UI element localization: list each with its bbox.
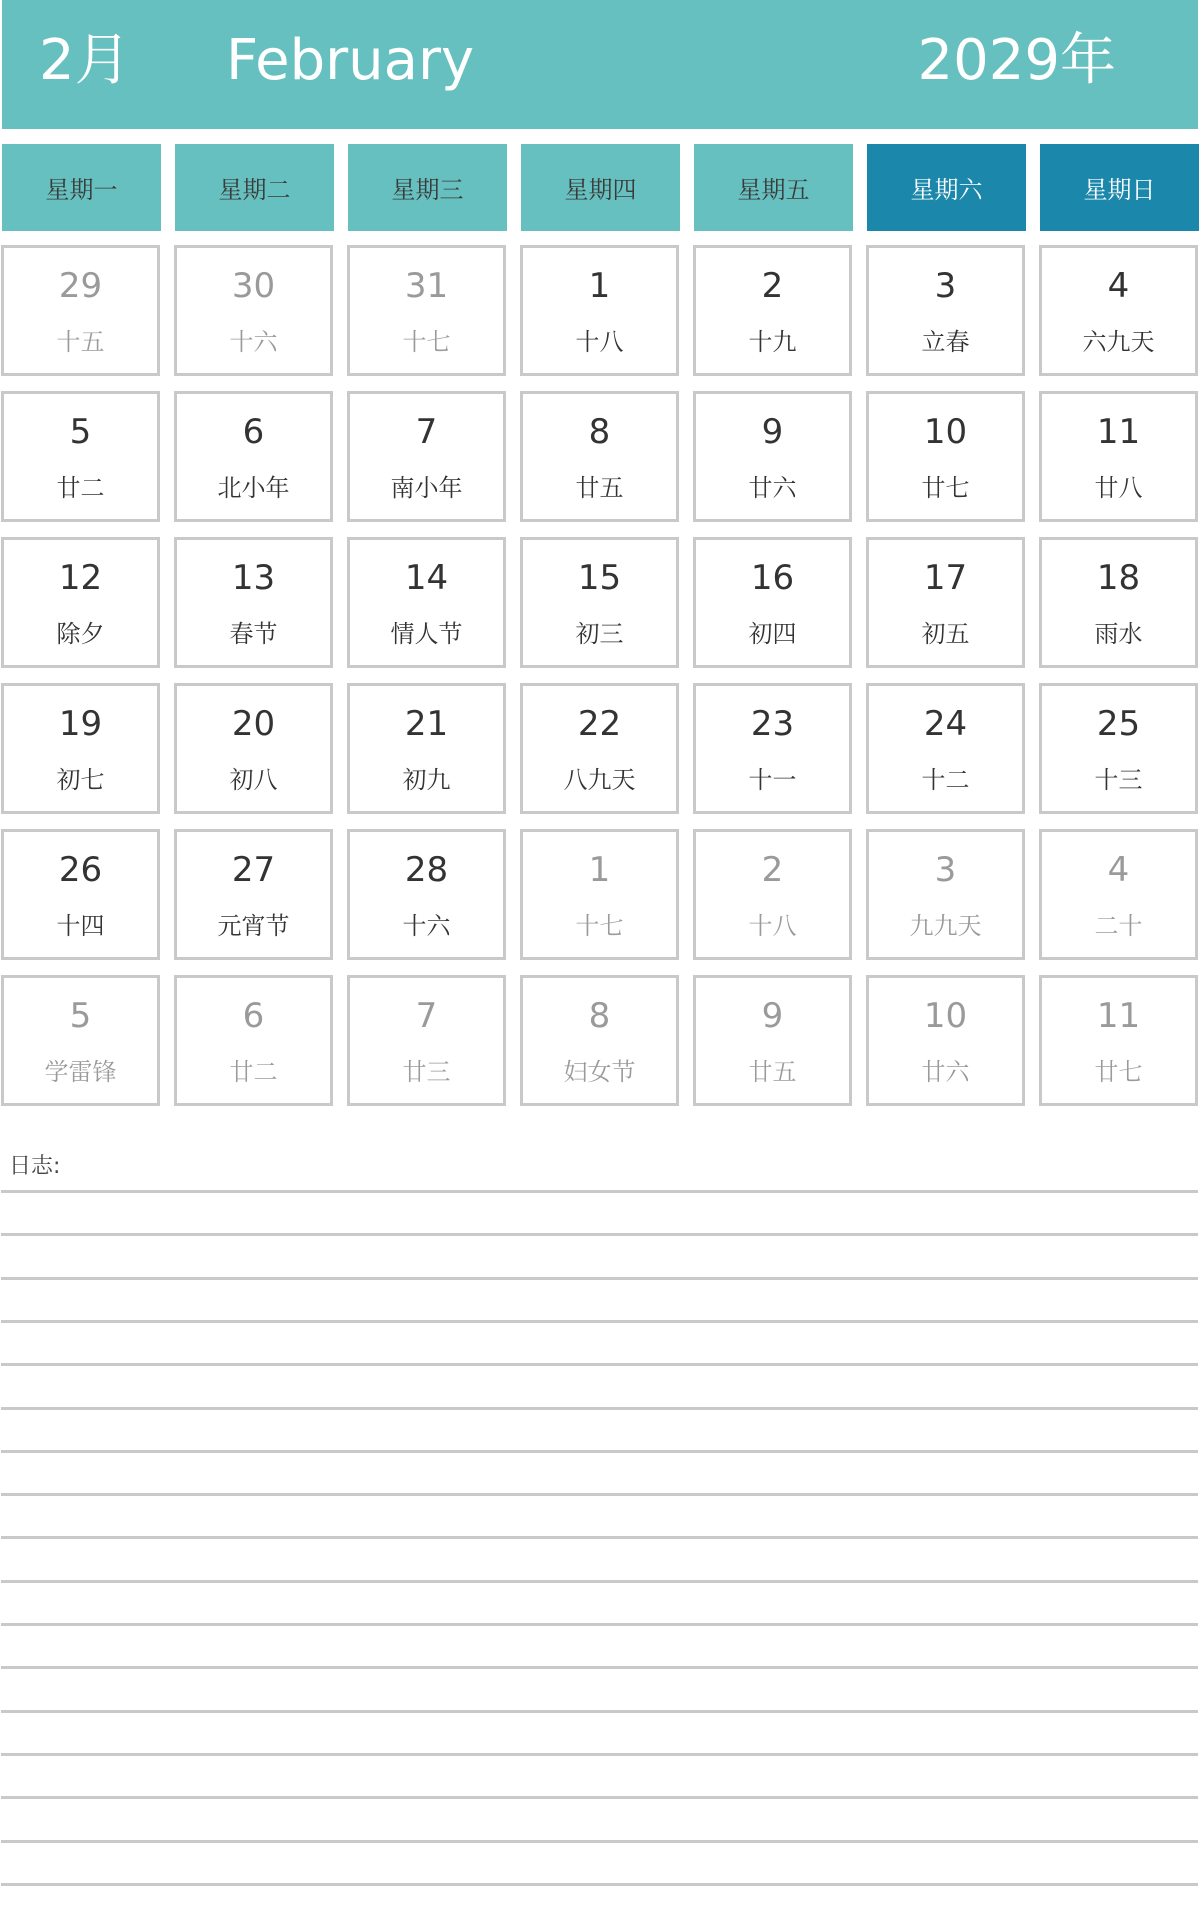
day-cell[interactable] [347,391,506,522]
day-number: 10 [923,996,968,1036]
lunar-date: 十八 [748,912,797,940]
day-number: 25 [1096,704,1141,744]
day-number: 3 [934,850,957,890]
day-cell[interactable] [174,829,333,960]
weekday-sunday: 星期日 [1040,144,1199,231]
lunar-date: 十六 [402,912,451,940]
day-number: 3 [934,266,957,306]
lunar-date: 初四 [748,620,797,648]
day-number: 7 [415,412,438,452]
day-cell[interactable] [347,245,506,376]
note-line [1,1840,1198,1843]
day-number: 18 [1096,558,1141,598]
note-line [1,1450,1198,1453]
day-cell[interactable] [520,975,679,1106]
day-number: 1 [588,850,611,890]
note-line [1,1796,1198,1799]
day-cell[interactable] [347,537,506,668]
day-number: 26 [58,850,103,890]
day-number: 10 [923,412,968,452]
lunar-date: 六九天 [1082,328,1155,356]
lunar-date: 廿七 [921,474,970,502]
day-number: 5 [69,412,92,452]
day-number: 31 [404,266,449,306]
weekday-saturday: 星期六 [867,144,1026,231]
lunar-date: 十四 [56,912,105,940]
day-cell[interactable] [1039,829,1198,960]
weekday-thursday: 星期四 [521,144,680,231]
day-number: 20 [231,704,276,744]
day-number: 21 [404,704,449,744]
day-number: 2 [761,266,784,306]
day-number: 16 [750,558,795,598]
day-cell[interactable] [174,391,333,522]
day-cell[interactable] [693,245,852,376]
lunar-date: 春节 [229,620,278,648]
day-number: 9 [761,412,784,452]
weekday-monday: 星期一 [2,144,161,231]
day-number: 9 [761,996,784,1036]
day-cell[interactable] [1,975,160,1106]
day-cell[interactable] [1039,683,1198,814]
day-number: 5 [69,996,92,1036]
day-number: 6 [242,412,265,452]
lunar-date: 廿五 [748,1058,797,1086]
weekday-friday: 星期五 [694,144,853,231]
lunar-date: 元宵节 [217,912,290,940]
month-banner [2,0,1198,129]
day-cell[interactable] [347,683,506,814]
lunar-date: 十七 [575,912,624,940]
day-cell[interactable] [174,245,333,376]
calendar-grid [1,245,1198,1106]
note-line [1,1580,1198,1583]
day-number: 1 [588,266,611,306]
lunar-date: 廿五 [575,474,624,502]
day-cell[interactable] [520,391,679,522]
day-number: 6 [242,996,265,1036]
day-cell[interactable] [520,245,679,376]
lunar-date: 初五 [921,620,970,648]
day-number: 8 [588,996,611,1036]
note-line [1,1363,1198,1366]
lunar-date: 廿六 [921,1058,970,1086]
day-number: 15 [577,558,622,598]
lunar-date: 初八 [229,766,278,794]
weekday-header-row [2,144,1198,231]
lunar-date: 立春 [921,328,970,356]
note-line [1,1277,1198,1280]
note-line [1,1666,1198,1669]
day-cell[interactable] [866,975,1025,1106]
note-line [1,1407,1198,1410]
day-cell[interactable] [174,975,333,1106]
lunar-date: 廿七 [1094,1058,1143,1086]
lunar-date: 南小年 [390,474,463,502]
day-cell[interactable] [347,829,506,960]
lunar-date: 廿二 [56,474,105,502]
lunar-date: 九九天 [909,912,982,940]
lunar-date: 妇女节 [563,1058,636,1086]
lunar-date: 二十 [1094,912,1143,940]
day-cell[interactable] [1,391,160,522]
lunar-date: 廿二 [229,1058,278,1086]
note-line [1,1190,1198,1193]
note-line [1,1233,1198,1236]
day-number: 13 [231,558,276,598]
day-cell[interactable] [1,537,160,668]
note-line [1,1710,1198,1713]
day-cell[interactable] [174,537,333,668]
lunar-date: 除夕 [56,620,105,648]
day-cell[interactable] [866,537,1025,668]
day-cell[interactable] [520,829,679,960]
day-number: 11 [1096,996,1141,1036]
day-cell[interactable] [693,829,852,960]
note-line [1,1753,1198,1756]
day-cell[interactable] [1,829,160,960]
day-cell[interactable] [866,391,1025,522]
day-cell[interactable] [520,537,679,668]
note-line [1,1493,1198,1496]
day-cell[interactable] [1,245,160,376]
day-cell[interactable] [1039,975,1198,1106]
day-number: 14 [404,558,449,598]
weekday-tuesday: 星期二 [175,144,334,231]
day-cell[interactable] [693,683,852,814]
day-cell[interactable] [174,683,333,814]
lunar-date: 十三 [1094,766,1143,794]
day-number: 2 [761,850,784,890]
lunar-date: 廿八 [1094,474,1143,502]
day-number: 4 [1107,850,1130,890]
day-number: 23 [750,704,795,744]
lunar-date: 廿六 [748,474,797,502]
day-cell[interactable] [693,975,852,1106]
day-cell[interactable] [347,975,506,1106]
day-cell[interactable] [1,683,160,814]
day-cell[interactable] [1039,537,1198,668]
day-number: 28 [404,850,449,890]
day-cell[interactable] [866,683,1025,814]
day-number: 11 [1096,412,1141,452]
day-number: 4 [1107,266,1130,306]
day-number: 19 [58,704,103,744]
day-cell[interactable] [866,829,1025,960]
month-english: February [226,28,475,93]
day-number: 8 [588,412,611,452]
day-number: 22 [577,704,622,744]
note-line [1,1883,1198,1886]
lunar-date: 雨水 [1094,620,1143,648]
lunar-date: 初三 [575,620,624,648]
lunar-date: 十一 [748,766,797,794]
note-line [1,1536,1198,1539]
lunar-date: 廿三 [402,1058,451,1086]
note-line [1,1623,1198,1626]
lunar-date: 八九天 [563,766,636,794]
note-line [1,1320,1198,1323]
lunar-date: 十九 [748,328,797,356]
day-number: 12 [58,558,103,598]
lunar-date: 十六 [229,328,278,356]
lunar-date: 学雷锋 [44,1058,117,1086]
lunar-date: 初七 [56,766,105,794]
day-number: 27 [231,850,276,890]
day-cell[interactable] [1039,391,1198,522]
day-number: 17 [923,558,968,598]
year-label: 2029年 [917,28,1116,93]
day-number: 29 [58,266,103,306]
notes-label: 日志: [9,1154,61,1179]
day-cell[interactable] [693,537,852,668]
lunar-date: 十七 [402,328,451,356]
day-cell[interactable] [520,683,679,814]
day-cell[interactable] [866,245,1025,376]
day-cell[interactable] [693,391,852,522]
month-chinese: 2月 [39,28,131,93]
lunar-date: 北小年 [217,474,290,502]
day-number: 30 [231,266,276,306]
lunar-date: 十二 [921,766,970,794]
lunar-date: 十五 [56,328,105,356]
weekday-wednesday: 星期三 [348,144,507,231]
day-number: 24 [923,704,968,744]
lunar-date: 初九 [402,766,451,794]
day-number: 7 [415,996,438,1036]
lunar-date: 情人节 [390,620,463,648]
lunar-date: 十八 [575,328,624,356]
day-cell[interactable] [1039,245,1198,376]
